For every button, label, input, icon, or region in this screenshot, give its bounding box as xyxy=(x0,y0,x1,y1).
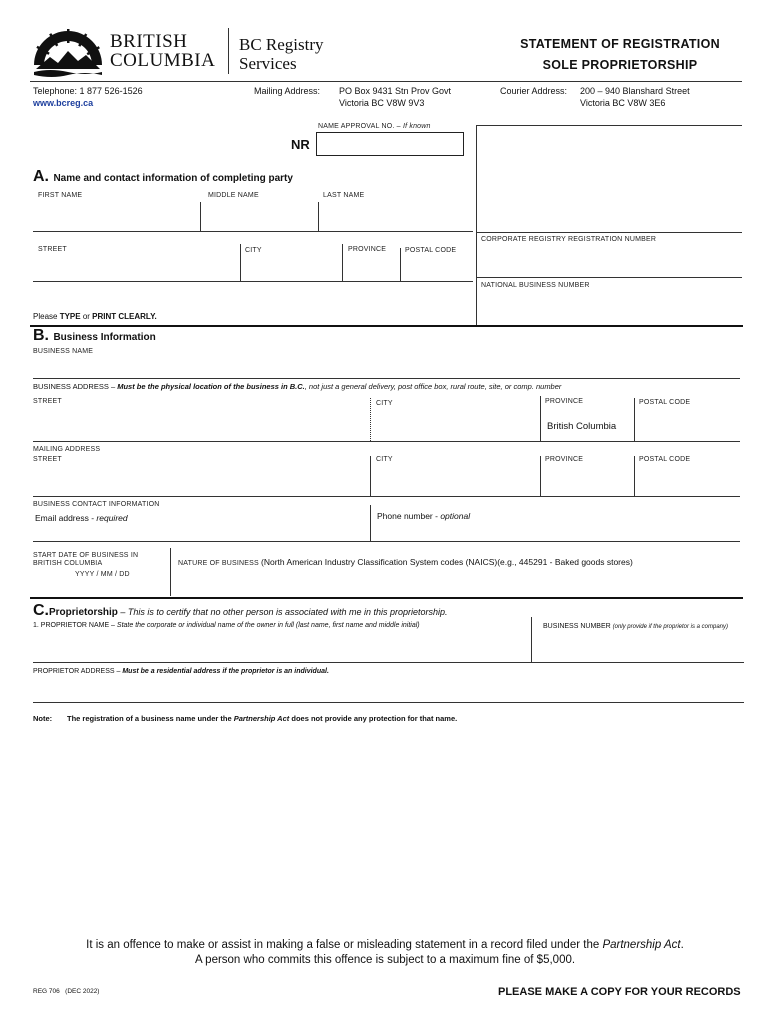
print-note-type: TYPE xyxy=(59,312,81,321)
addr-divider-3 xyxy=(400,248,401,281)
section-c-title: Proprietorship xyxy=(49,607,118,618)
province-label-a: PROVINCE xyxy=(348,246,387,253)
section-a-letter: A. xyxy=(33,168,49,185)
national-bn-rule xyxy=(476,277,742,278)
name-approval-if-known: If known xyxy=(402,123,431,130)
province-label-b: PROVINCE xyxy=(545,398,584,405)
section-a-heading xyxy=(33,168,293,186)
nature-label-text: NATURE OF BUSINESS xyxy=(178,560,262,567)
province-input-a[interactable] xyxy=(344,255,399,280)
print-note-a: Please xyxy=(33,312,60,321)
note-text-1: The registration of a business name under the xyxy=(67,714,234,723)
offence-statement xyxy=(0,938,770,968)
mailing-street-label: STREET xyxy=(33,456,62,463)
bn-label-text: BUSINESS NUMBER xyxy=(543,623,613,630)
nr-prefix: NR xyxy=(291,137,310,152)
name-row-rule xyxy=(33,231,473,232)
note-text xyxy=(67,714,457,723)
contact-info-label: BUSINESS CONTACT INFORMATION xyxy=(33,501,160,508)
email-input[interactable] xyxy=(33,524,368,540)
prop-name-desc: State the corporate or individual name of the owner in full (last name, first name and middle initial) xyxy=(114,622,420,629)
business-name-label: BUSINESS NAME xyxy=(33,348,94,355)
start-date-input[interactable] xyxy=(33,580,168,596)
print-note-clearly: PRINT CLEARLY. xyxy=(92,312,157,321)
proprietor-name-label xyxy=(33,622,420,629)
city-input-a[interactable] xyxy=(241,255,341,280)
name-approval-input[interactable] xyxy=(316,132,464,156)
business-address-rest: , not just a general delivery, post office box, rural route, site, or comp. number xyxy=(304,382,562,391)
last-name-input[interactable] xyxy=(320,202,470,230)
maddr-divider-2 xyxy=(540,456,541,496)
baddr-divider-2 xyxy=(540,396,541,441)
city-input-b[interactable] xyxy=(372,408,538,440)
print-clearly-note xyxy=(33,312,157,321)
postal-code-input-a[interactable] xyxy=(402,255,472,280)
proprietor-name-input[interactable] xyxy=(33,633,528,661)
prop-addr-label-text: PROPRIETOR ADDRESS – xyxy=(33,668,121,675)
offence-line2: A person who commits this offence is subject to a maximum fine of $5,000. xyxy=(194,954,576,966)
telephone: Telephone: 1 877 526-1526 xyxy=(33,86,143,96)
note-partnership-act: Partnership Act xyxy=(233,714,290,723)
first-name-label: FIRST NAME xyxy=(38,192,83,199)
phone-label xyxy=(377,511,470,521)
corp-reg-number-input[interactable] xyxy=(478,245,740,275)
phone-label-text: Phone number - xyxy=(377,511,441,521)
business-address-must: Must be the physical location of the business in B.C. xyxy=(117,382,305,391)
mailing-address-rule xyxy=(33,496,740,497)
website-link[interactable]: www.bcreg.ca xyxy=(33,98,94,108)
phone-input[interactable] xyxy=(372,524,740,540)
business-number-label xyxy=(543,623,728,630)
name-divider-2 xyxy=(318,202,319,231)
proprietor-address-label xyxy=(33,668,329,675)
section-b-heading xyxy=(33,327,156,345)
name-divider-1 xyxy=(200,202,201,231)
contact-rule xyxy=(33,541,740,542)
corp-reg-rule xyxy=(476,232,742,233)
mailing-street-input[interactable] xyxy=(33,466,368,494)
contact-divider xyxy=(370,505,371,541)
copy-note: PLEASE MAKE A COPY FOR YOUR RECORDS xyxy=(498,986,741,998)
right-panel-border xyxy=(476,125,477,325)
courier-address-label: Courier Address: xyxy=(500,86,568,96)
postal-code-input-b[interactable] xyxy=(636,408,740,440)
email-label-text: Email address - xyxy=(35,513,97,523)
form-title-line2: SOLE PROPRIETORSHIP xyxy=(542,58,698,72)
street-label-b: STREET xyxy=(33,398,62,405)
proprietor-name-rule xyxy=(33,662,744,663)
province-value-b: British Columbia xyxy=(547,421,617,432)
bn-desc: (only provide if the proprietor is a company) xyxy=(612,624,729,630)
office-use-box xyxy=(478,127,740,231)
address-row-rule xyxy=(33,281,473,282)
section-a-title: Name and contact information of completing party xyxy=(53,173,293,184)
mailing-city-input[interactable] xyxy=(372,466,538,494)
street-label-a: STREET xyxy=(38,246,67,253)
mailing-address-line2: Victoria BC V8W 9V3 xyxy=(339,98,425,108)
business-address-text: BUSINESS ADDRESS – xyxy=(33,382,116,391)
bc-logo xyxy=(30,25,106,77)
bc-wordmark xyxy=(110,32,215,70)
addr-divider-2 xyxy=(342,244,343,281)
registry-line2: Services xyxy=(239,54,297,73)
registry-wordmark xyxy=(239,35,324,73)
addr-divider-1 xyxy=(240,244,241,281)
mailing-address-section-label: MAILING ADDRESS xyxy=(33,446,101,453)
street-input-b[interactable] xyxy=(33,408,368,440)
first-name-input[interactable] xyxy=(33,202,199,230)
proprietor-bn-input[interactable] xyxy=(534,636,739,661)
business-address-label xyxy=(33,382,561,391)
nature-of-business-input[interactable] xyxy=(175,566,740,596)
mailing-city-label: CITY xyxy=(376,456,393,463)
bc-name-line2: COLUMBIA xyxy=(110,50,216,71)
section-c-letter: C. xyxy=(33,602,49,619)
section-c-heading xyxy=(33,602,448,620)
header-rule xyxy=(30,81,742,82)
last-name-label: LAST NAME xyxy=(323,192,365,199)
mailing-province-input[interactable] xyxy=(542,466,632,494)
proprietor-address-rule xyxy=(33,702,744,703)
proprietor-address-input[interactable] xyxy=(33,678,740,702)
middle-name-label: MIDDLE NAME xyxy=(208,192,259,199)
postal-code-label-b: POSTAL CODE xyxy=(639,399,691,406)
baddr-divider-3 xyxy=(634,398,635,441)
name-approval-text: NAME APPROVAL NO. – xyxy=(318,123,401,130)
proprietor-divider xyxy=(531,617,532,663)
email-required: required xyxy=(96,513,128,523)
print-note-or: or xyxy=(80,312,93,321)
note-label: Note: xyxy=(33,714,53,723)
courier-address-line2: Victoria BC V8W 3E6 xyxy=(580,98,666,108)
business-address-rule xyxy=(33,441,740,442)
maddr-divider-3 xyxy=(634,456,635,496)
form-title xyxy=(480,34,760,76)
prop-addr-desc: Must be a residential address if the proprietor is an individual. xyxy=(120,668,329,675)
mailing-address-line1: PO Box 9431 Stn Prov Govt xyxy=(339,86,452,96)
mailing-province-label: PROVINCE xyxy=(545,456,584,463)
national-bn-label: NATIONAL BUSINESS NUMBER xyxy=(481,282,590,289)
section-c-rule xyxy=(30,597,743,599)
national-bn-input[interactable] xyxy=(478,292,740,322)
offence-text: It is an offence to make or assist in making a false or misleading statement in a record filed under the xyxy=(86,939,603,951)
postal-code-label-a: POSTAL CODE xyxy=(405,247,457,254)
note-text-3: does not provide any protection for that name. xyxy=(289,714,458,723)
section-b-letter: B. xyxy=(33,327,49,344)
registry-line1: BC Registry xyxy=(239,35,324,54)
logo-divider xyxy=(228,28,229,74)
start-date-label xyxy=(33,552,138,568)
business-name-input[interactable] xyxy=(33,358,739,378)
form-title-line1: STATEMENT OF REGISTRATION xyxy=(520,37,720,51)
date-format-hint: YYYY / MM / DD xyxy=(75,571,130,578)
mailing-address-label: Mailing Address: xyxy=(254,86,321,96)
city-label-b: CITY xyxy=(376,400,393,407)
email-label xyxy=(35,513,128,523)
phone-optional: optional xyxy=(440,511,471,521)
business-name-rule xyxy=(33,378,740,379)
section-c-certify: – This is to certify that no other person is associated with me in this proprietorship. xyxy=(117,607,448,617)
start-date-line2: BRITISH COLUMBIA xyxy=(33,560,103,567)
name-approval-label xyxy=(318,123,431,130)
street-input-a[interactable] xyxy=(33,255,238,280)
nature-label-desc: (North American Industry Classification System codes (NAICS)(e.g., 445291 - Baked goods stores) xyxy=(261,557,633,567)
bc-name-line1: BRITISH xyxy=(110,31,188,52)
corp-reg-number-label: CORPORATE REGISTRY REGISTRATION NUMBER xyxy=(481,236,657,243)
middle-name-input[interactable] xyxy=(202,202,317,230)
right-panel-top xyxy=(476,125,742,126)
offence-act: Partnership Act xyxy=(602,939,681,951)
mailing-postal-label: POSTAL CODE xyxy=(639,456,691,463)
courier-address-line1: 200 – 940 Blanshard Street xyxy=(580,86,690,96)
offence-line1 xyxy=(0,938,770,953)
section-b-title: Business Information xyxy=(53,332,156,343)
prop-name-label-text: 1. PROPRIETOR NAME – xyxy=(33,622,115,629)
maddr-divider-1 xyxy=(370,456,371,496)
offence-end: . xyxy=(680,939,684,951)
start-date-line1: START DATE OF BUSINESS IN xyxy=(33,552,139,559)
baddr-divider-1 xyxy=(370,398,371,441)
start-date-divider xyxy=(170,548,171,596)
city-label-a: CITY xyxy=(245,247,262,254)
form-id: REG 706 (DEC 2022) xyxy=(33,988,100,995)
mailing-postal-input[interactable] xyxy=(636,466,740,494)
